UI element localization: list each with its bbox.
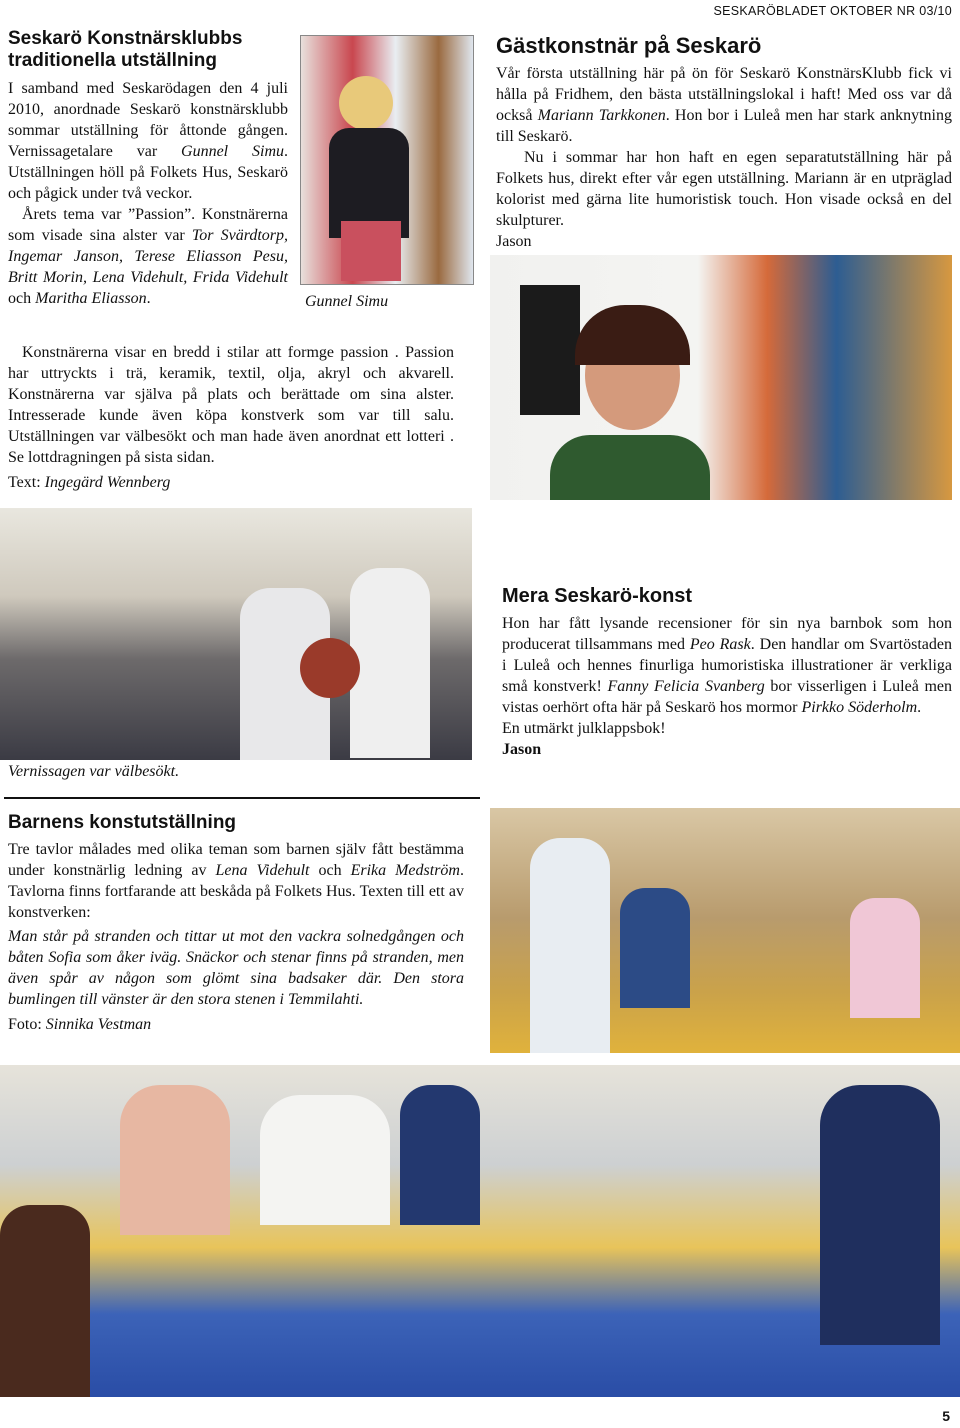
article-title (8, 28, 288, 72)
page-number: 5 (942, 1408, 950, 1424)
photo-caption: Gunnel Simu (305, 293, 389, 310)
label: Foto: (8, 1016, 46, 1033)
article-konstnarsklubb-cont (8, 342, 454, 493)
paragraph: Nu i sommar har hon haft en egen separatutställning här på Folkets hus, direkt efter vår egen utställning. Mariann är en utpräglad kolorist med gärna lite humoristisk touch. Hon visade också en del skulpturer. (496, 149, 952, 229)
name: Erika Medström (350, 862, 460, 879)
author: Ingegärd Wennberg (44, 474, 171, 491)
names: Tor Svärdtorp, Ingemar Janson, Terese Eliasson Pesu, Britt Morin, Lena Videhult, Frida Videhult (8, 227, 288, 286)
credit (8, 472, 454, 493)
text: I samband med Seskarödagen den 4 juli 2010, anordnade Seskarö konstnärsklubb sommar utställning för åttonde gången. Vernissagetalare var (8, 80, 288, 160)
paragraph (496, 63, 952, 147)
article-mera-konst (502, 585, 952, 760)
article-title: Barnens konstutställning (8, 812, 237, 833)
name: Pirkko Söderholm (801, 699, 918, 716)
paragraph (8, 78, 288, 204)
name: Fanny Felicia Svanberg (607, 678, 765, 695)
photo-children (490, 808, 960, 1053)
divider (4, 797, 480, 799)
article-title: Mera Seskarö-konst (502, 585, 693, 607)
quote (8, 926, 464, 1010)
text: Årets tema var ”Passion”. Konstnärerna som visade sina alster var (8, 206, 288, 244)
paragraph: En utmärkt julklappsbok! (502, 720, 666, 737)
signature: Jason (496, 233, 532, 250)
text: Vår första utställning här på ön för Seskarö KonstnärsKlubb fick vi hålla på Fridhem, den bästa utställningslokal i haft! Med oss var då också (496, 65, 952, 124)
photo-painting-children (0, 1065, 960, 1397)
text: . Den handlar om Svartöstaden i Luleå och hennes finurliga humoristiska illustrationer är verkliga små konstverk! (502, 636, 952, 695)
name: Mariann Tarkkonen (537, 107, 666, 124)
name: Lena Videhult (215, 862, 310, 879)
paragraph (502, 613, 952, 718)
label: Text: (8, 474, 45, 491)
paragraph (8, 839, 464, 923)
name: Gunnel Simu (181, 143, 284, 160)
photo-vernissage (0, 508, 472, 760)
text: . (917, 699, 922, 716)
text: Tre tavlor målades med olika teman som barnen själv fått bestämma under konstnärlig ledning av (8, 841, 464, 879)
text: . Utställningen höll på Folkets Hus, Seskarö och pågick under två veckor. (8, 143, 288, 202)
title-line: Seskarö Konstnärsklubbs (8, 28, 243, 49)
quote-text: Man står på stranden och tittar ut mot den vackra solnedgången och båten Sofia som åker iväg. Snäckor och stenar finns på stranden, men även spår av någon som glömt sina badsaker där. Den stora bumlingen till vänster är den stora stenen i Temmilahti. (8, 928, 464, 1008)
signature: Jason (502, 741, 542, 758)
photo-mariann-tarkkonen (490, 255, 952, 500)
text: och (309, 862, 351, 879)
credit (8, 1014, 464, 1035)
photo-caption: Vernissagen var välbesökt. (8, 763, 180, 780)
paragraph (8, 204, 288, 309)
text: . (146, 290, 151, 307)
paragraph: Konstnärerna visar en bredd i stilar att formge passion . Passion har uttryckts i trä, keramik, textil, olja, akryl och akvarell. Konstnärerna var själva på plats och berättade om sina alster. Intresserade kunde även köpa konstverk som var till salu. Utställningen var välbesökt och man hade även anordnat ett lotteri . Se lottdragningen på sista sidan. (8, 344, 454, 466)
photographer: Sinnika Vestman (45, 1016, 152, 1033)
text: bor visserligen i Luleå men vistas oerhört ofta här på Seskarö hos mormor (502, 678, 953, 716)
name: Peo Rask (689, 636, 751, 653)
article-gastkonstnar (496, 33, 952, 252)
article-konstnarsklubb (8, 28, 288, 309)
photo-gunnel-simu (300, 35, 474, 285)
text: Hon har fått lysande recensioner för sin nya barnbok som hon producerat tillsammans med (502, 615, 952, 653)
text: . Tavlorna finns fortfarande att beskåda på Folkets Hus. Texten till ett av konstverken: (8, 862, 464, 921)
masthead: SESKARÖBLADET OKTOBER NR 03/10 (713, 4, 952, 18)
article-barnens-konst (8, 812, 464, 1035)
text: . Hon bor i Luleå men har stark anknytning till Seskarö. (496, 107, 952, 145)
names: Maritha Eliasson (35, 290, 147, 307)
title-line: traditionella utställning (8, 50, 218, 71)
text: och (8, 290, 36, 307)
article-title: Gästkonstnär på Seskarö (496, 33, 762, 58)
